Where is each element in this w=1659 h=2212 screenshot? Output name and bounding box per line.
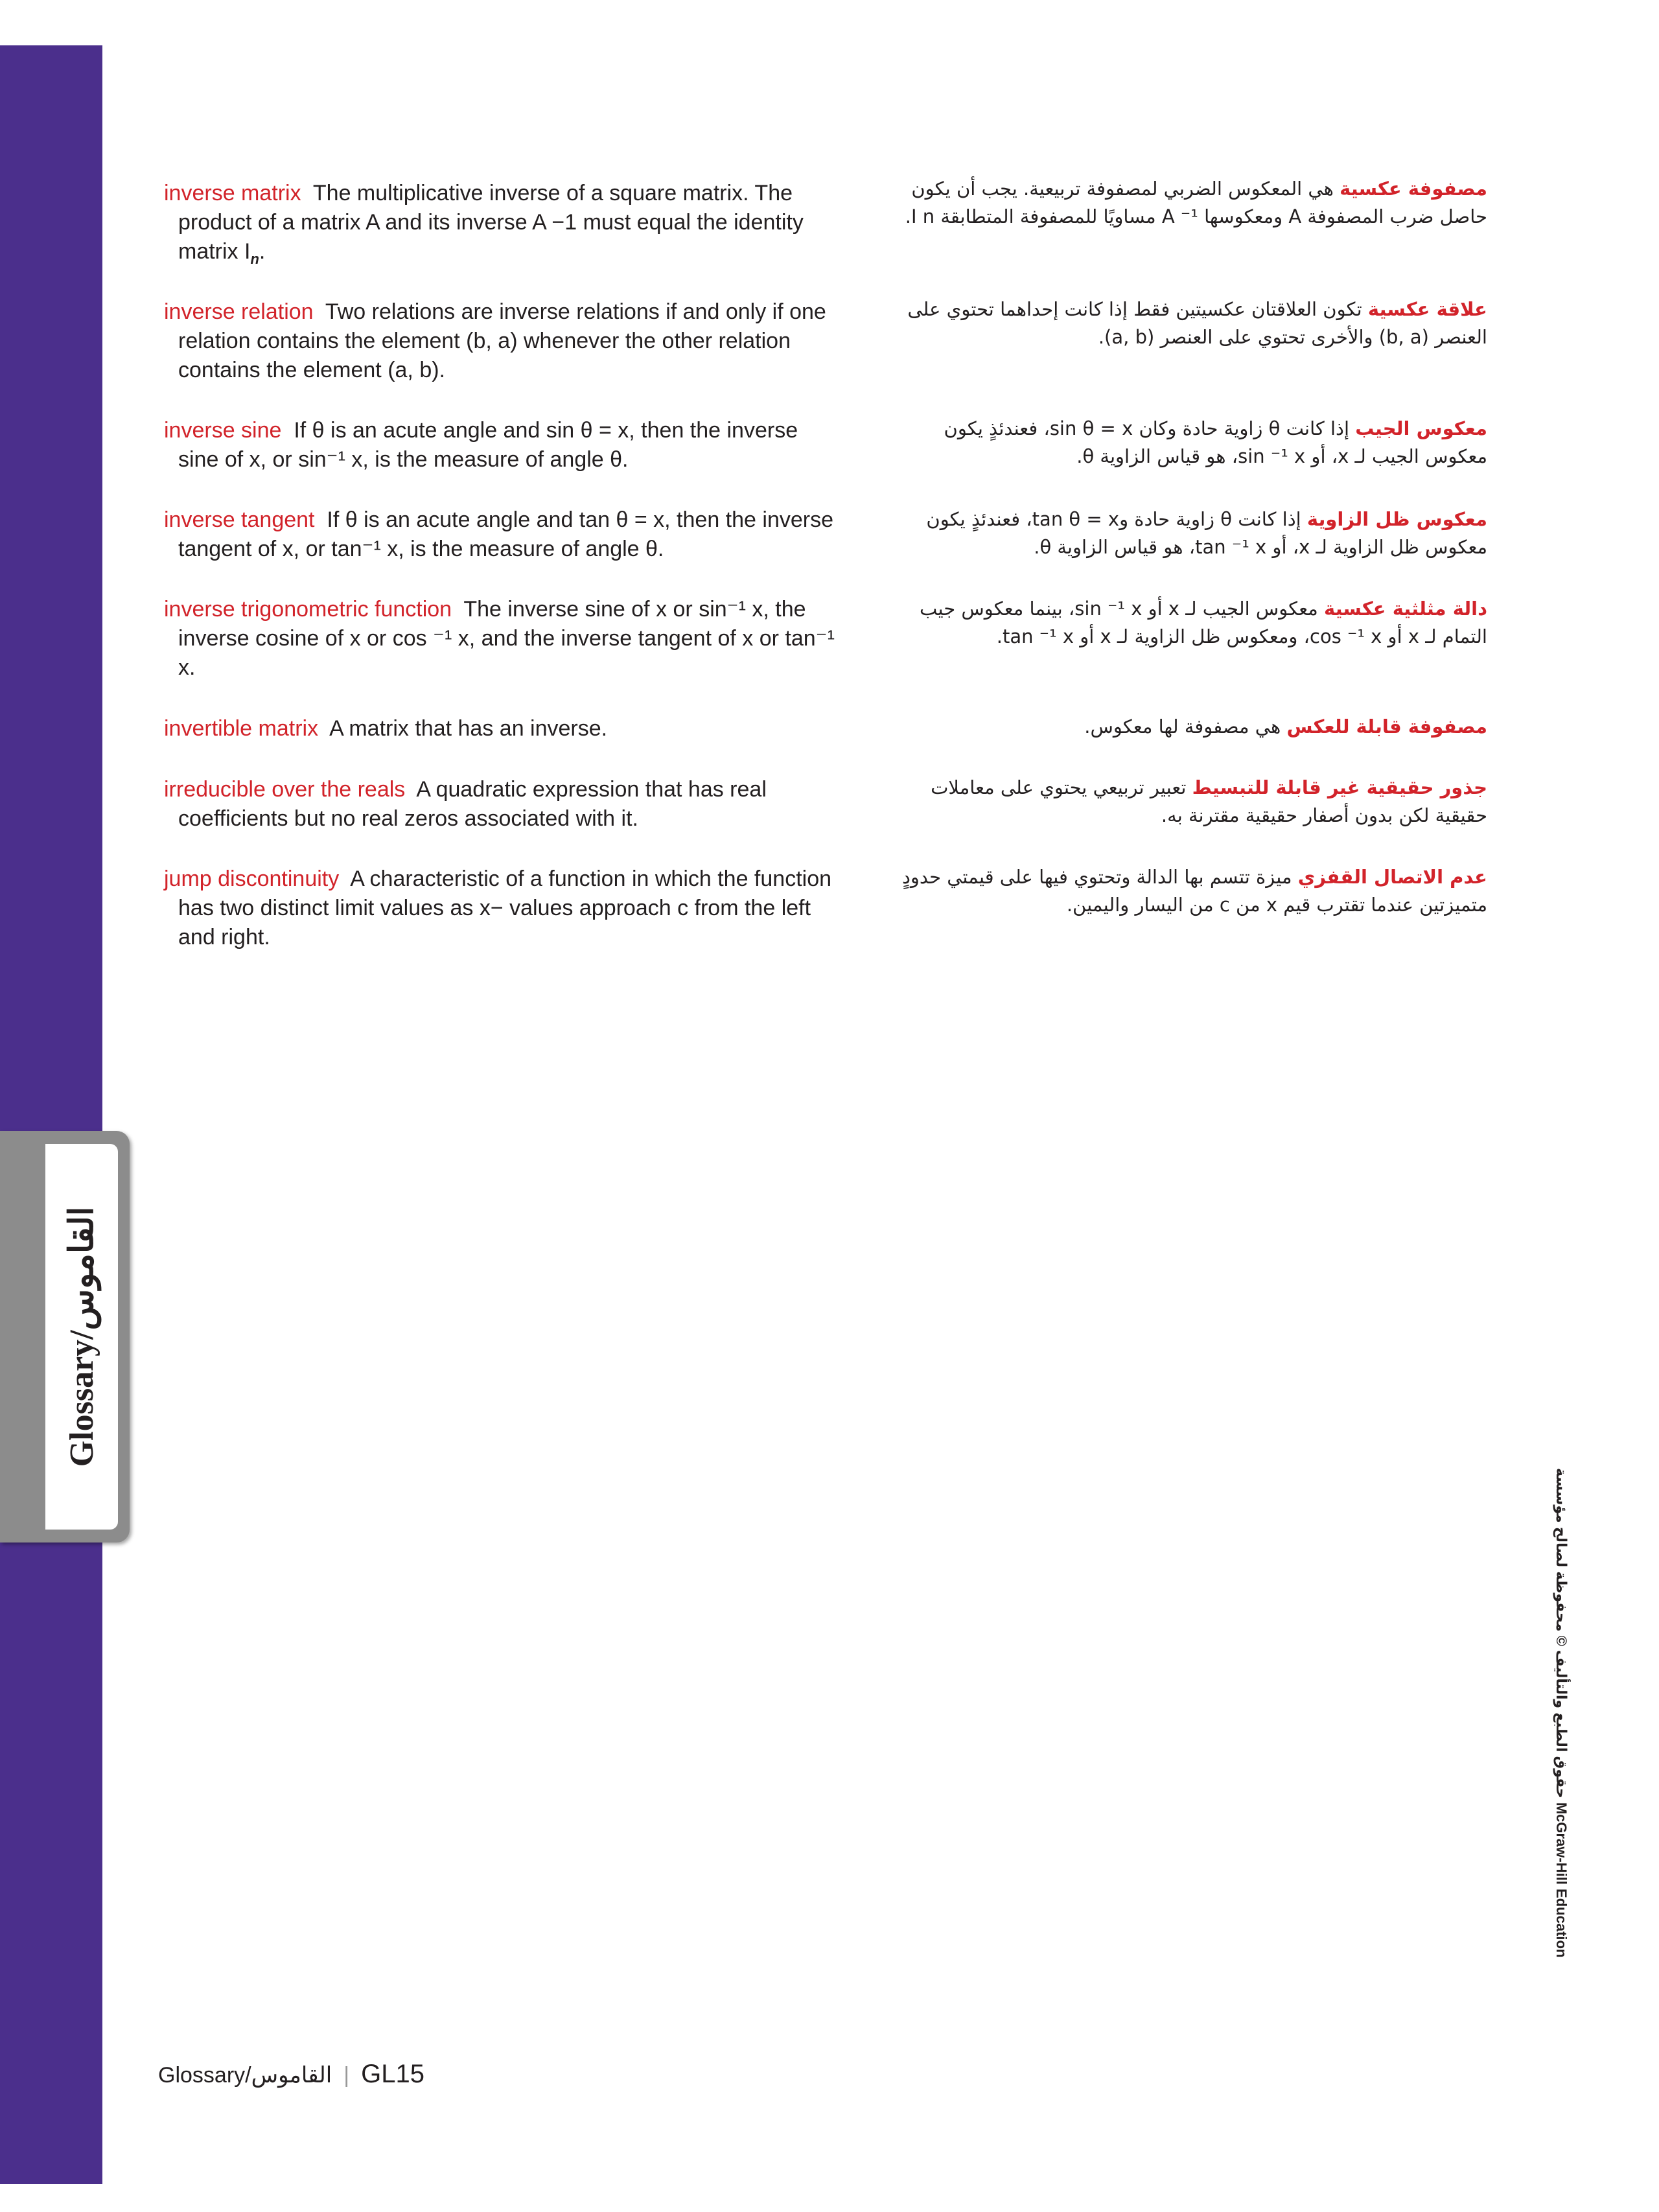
glossary-term: inverse tangent	[164, 507, 315, 532]
glossary-definition: تكون العلاقتان عكسيتين فقط إذا كانت إحداهما تحتوي على العنصر (b, a) والأخرى تحتوي على العنصر (a, b).	[907, 298, 1487, 348]
glossary-entry-ar	[885, 415, 1487, 471]
glossary-definition: A matrix that has an inverse.	[329, 716, 608, 741]
glossary-definition: Two relations are inverse relations if and only if one relation contains the element (b, a) whenever the other relation contains the element (a, b).	[178, 299, 826, 382]
glossary-definition: هي مصفوفة لها معكوس.	[1084, 716, 1281, 738]
glossary-entry-ar	[885, 595, 1487, 651]
glossary-term: inverse sine	[164, 418, 282, 443]
glossary-entry-en	[164, 775, 839, 833]
glossary-term: irreducible over the reals	[164, 777, 406, 802]
glossary-entry-en	[164, 714, 839, 743]
glossary-definition: The multiplicative inverse of a square matrix. The product of a matrix A and its inverse A −1 must equal the identity matrix I	[178, 181, 804, 264]
glossary-term: inverse trigonometric function	[164, 597, 452, 622]
glossary-entry-en	[164, 416, 839, 474]
glossary-definition: معكوس الجيب لـ x أو sin ⁻¹ x، بينما معكوس جيب التمام لـ x أو cos ⁻¹ x، ومعكوس ظل الزاوية لـ x أو tan ⁻¹ x.	[920, 598, 1487, 647]
glossary-definition: إذا كانت θ زاوية حادة وكان sin θ = x، فعندئذٍ يكون معكوس الجيب لـ x، أو sin ⁻¹ x، هو قياس الزاوية θ.	[944, 417, 1487, 467]
glossary-term: jump discontinuity	[164, 867, 340, 891]
glossary-definition: إذا كانت θ زاوية حادة وtan θ = x، فعندئذٍ يكون معكوس ظل الزاوية لـ x، أو tan ⁻¹ x، هو قياس الزاوية θ.	[926, 508, 1487, 558]
glossary-definition: A quadratic expression that has real coefficients but no real zeros associated with it.	[178, 777, 767, 831]
glossary-definition: تعبير تربيعي يحتوي على معاملات حقيقية لكن بدون أصفار حقيقية مقترنة به.	[931, 776, 1487, 826]
glossary-entry-ar	[885, 296, 1487, 351]
glossary-definition: If θ is an acute angle and tan θ = x, then the inverse tangent of x, or tan⁻¹ x, is the measure of angle θ.	[178, 507, 833, 561]
sidebar-band	[0, 45, 102, 2184]
glossary-term: inverse relation	[164, 299, 314, 324]
glossary-entry-en	[164, 506, 839, 564]
glossary-definition: If θ is an acute angle and sin θ = x, then the inverse sine of x, or sin⁻¹ x, is the measure of angle θ.	[178, 418, 798, 472]
glossary-entry-en: inverse matrix The multiplicative inverse of a square matrix. The product of a matrix A and its inverse A −1 must equal the identity matrix $I_n$.	[164, 181, 804, 267]
glossary-entry-ar	[885, 774, 1487, 830]
copyright-notice: حقوق الطبع والتأليف © محفوظة لصالح مؤسسة McGraw-Hill Education	[1553, 1468, 1570, 1958]
glossary-definition: The inverse sine of x or sin⁻¹ x, the inverse cosine of x or cos ⁻¹ x, and the inverse tangent of x or tan⁻¹ x.	[178, 597, 835, 680]
glossary-entry-en	[164, 297, 839, 385]
glossary-term: مصفوفة عكسية	[1340, 178, 1487, 200]
glossary-side-tab	[0, 1131, 130, 1543]
glossary-term: عدم الاتصال القفزي	[1297, 866, 1487, 888]
glossary-entry-en	[164, 595, 839, 682]
glossary-term: علاقة عكسية	[1367, 298, 1487, 320]
footer-separator: |	[343, 2063, 350, 2088]
glossary-term: مصفوفة قابلة للعكس	[1286, 716, 1487, 738]
glossary-side-tab-label: Glossary/القاموس	[64, 1206, 100, 1467]
page-number: GL15	[361, 2060, 424, 2088]
glossary-definition: A characteristic of a function in which the function has two distinct limit values as x− values approach c from the left and right.	[178, 867, 832, 949]
glossary-definition-tail: .	[259, 239, 266, 264]
glossary-term: inverse matrix	[164, 181, 301, 205]
glossary-entry-ar	[885, 713, 1487, 741]
glossary-entry-ar	[885, 863, 1487, 919]
glossary-definition: ميزة تتسم بها الدالة وتحتوي فيها على قيمتي حدودٍ متميزتين عندما تقترب قيم x من c من اليسار واليمين.	[901, 866, 1487, 916]
glossary-definition: هي المعكوس الضربي لمصفوفة تربيعية. يجب أن يكون حاصل ضرب المصفوفة A ومعكوسها A ⁻¹ مساويًا للمصفوفة المتطابقة I n.	[905, 178, 1487, 227]
footer-label: Glossary/القاموس	[158, 2063, 332, 2088]
page-footer	[158, 2060, 424, 2089]
glossary-side-tab-inner	[45, 1144, 118, 1530]
glossary-entry-en	[164, 865, 839, 952]
glossary-entry-ar	[885, 175, 1487, 231]
glossary-term: معكوس ظل الزاوية	[1306, 508, 1487, 530]
glossary-term: جذور حقيقية غير قابلة للتبسيط	[1192, 776, 1487, 798]
glossary-term: معكوس الجيب	[1355, 417, 1487, 439]
glossary-term: invertible matrix	[164, 716, 319, 741]
glossary-entry-ar	[885, 506, 1487, 561]
glossary-term: دالة مثلثية عكسية	[1324, 598, 1487, 620]
